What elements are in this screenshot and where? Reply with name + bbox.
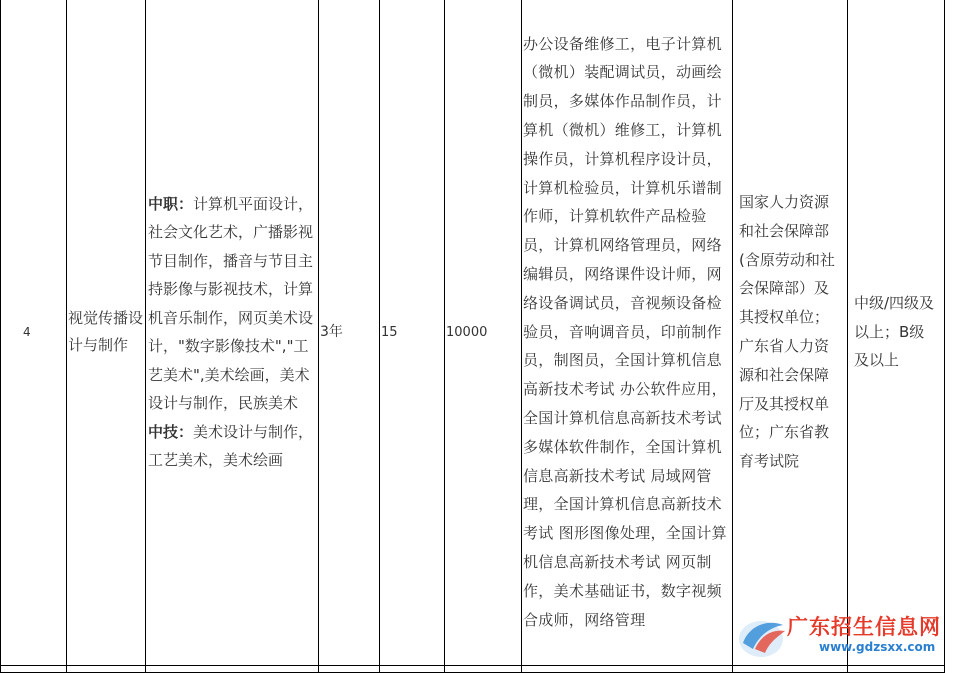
issuing-bodies: 国家人力资源和社会保障部(含原劳动和社会保障部）及其授权单位；广东省人力资源和社会保障厅及其授权单位；广东省教育考试院: [733, 0, 848, 666]
source-majors: [146, 0, 319, 666]
zhongzhi-label: 中职：: [148, 194, 194, 213]
zhongji-majors: 美术设计与制作，工艺美术，美术绘画: [148, 422, 314, 469]
row-index: 4: [1, 0, 67, 666]
table-row-next: [1, 666, 945, 673]
zhongji-label: 中技：: [148, 422, 194, 441]
required-level: 中级/四级及以上；B级及以上: [848, 0, 945, 666]
watermark-title: 广东招生信息网: [787, 615, 941, 639]
zhongzhi-majors: 计算机平面设计，社会文化艺术，广播影视节目制作，播音与节目主持影像与影视技术，计算机音乐制作，网页美术设计，"数字影像技术","工艺美术",美术绘画，美术设计与制作，民族美术: [148, 194, 314, 412]
tuition: 10000: [445, 0, 522, 666]
certificates: 办公设备维修工，电子计算机（微机）装配调试员，动画绘制员，多媒体作品制作员，计算机（微机）维修工，计算机操作员，计算机程序设计员，计算机检验员，计算机乐谱制作师，计算机软件产品检验员，计算机网络管理员，网络编辑员，网络课件设计师，网络设备调试员，音视频设备检验员，音响调音员，印前制作员，制图员，全国计算机信息高新技术考试 办公软件应用，全国计算机信息高新技术考试 多媒体软件制作，全国计算机信息高新技术考试 局域网管理，全国计算机信息高新技术考试 图形图像处理，全国计算机信息高新技术考试 网页制作，美术基础证书，数字视频合成师，网络管理: [522, 0, 733, 666]
watermark-url: www.gdzsxx.com: [819, 640, 936, 654]
duration: 3年: [319, 0, 380, 666]
enrollment-count: 15: [380, 0, 445, 666]
table-row: [1, 0, 945, 666]
major-name: 视觉传播设计与制作: [67, 0, 146, 666]
